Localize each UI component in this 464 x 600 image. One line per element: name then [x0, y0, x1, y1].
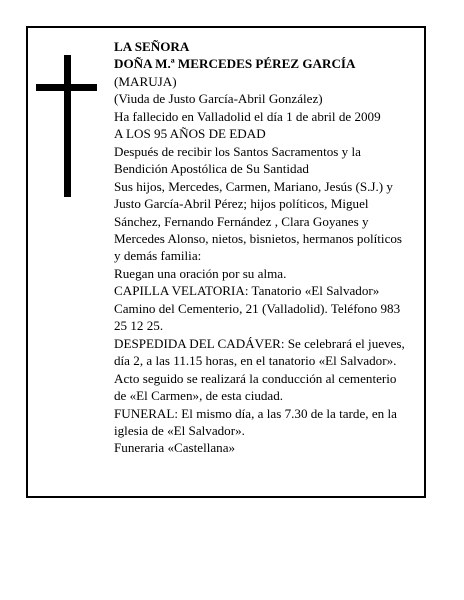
family-line: Justo García-Abril Pérez; hijos políticos, Miguel	[114, 196, 369, 212]
procession-line: Acto seguido se realizará la conducción al cementerio	[114, 370, 397, 386]
farewell-line: DESPEDIDA DEL CADÁVER: Se celebrará el jueves,	[114, 335, 405, 351]
deceased-name: DOÑA M.ª MERCEDES PÉREZ GARCÍA	[114, 56, 356, 72]
funeral-line: iglesia de «El Salvador».	[114, 422, 245, 438]
family-line: Sánchez, Fernando Fernández , Clara Goyanes y	[114, 213, 369, 229]
sacraments-line: Después de recibir los Santos Sacramentos y la	[114, 143, 361, 159]
farewell-line: día 2, a las 11.15 horas, en el tanatorio «El Salvador».	[114, 353, 397, 369]
funeral-line: FUNERAL: El mismo día, a las 7.30 de la tarde, en la	[114, 405, 397, 421]
obituary-text	[114, 38, 422, 457]
wake-phone-line: 25 12 25.	[114, 318, 164, 334]
wake-address-line: Camino del Cementerio, 21 (Valladolid). Teléfono 983	[114, 300, 401, 316]
obituary-title: LA SEÑORA	[114, 39, 190, 54]
widow-of: (Viuda de Justo García-Abril González)	[114, 91, 323, 107]
wake-chapel-line: CAPILLA VELATORIA: Tanatorio «El Salvador»	[114, 283, 380, 299]
cross-horizontal-bar	[36, 84, 97, 91]
funeral-home-line: Funeraria «Castellana»	[114, 440, 236, 456]
family-line: Mercedes Alonso, nietos, bisnietos, hermanos políticos	[114, 230, 403, 246]
death-notice: Ha fallecido en Valladolid el día 1 de abril de 2009	[114, 108, 381, 124]
nickname: (MARUJA)	[114, 73, 177, 89]
age-line: A LOS 95 AÑOS DE EDAD	[114, 126, 266, 142]
sacraments-line: Bendición Apostólica de Su Santidad	[114, 161, 309, 177]
procession-line: de «El Carmen», de esta ciudad.	[114, 388, 284, 404]
family-line: y demás familia:	[114, 248, 202, 264]
prayer-request: Ruegan una oración por su alma.	[114, 265, 287, 281]
cross-vertical-bar	[64, 55, 71, 197]
family-line: Sus hijos, Mercedes, Carmen, Mariano, Jesús (S.J.) y	[114, 178, 393, 194]
